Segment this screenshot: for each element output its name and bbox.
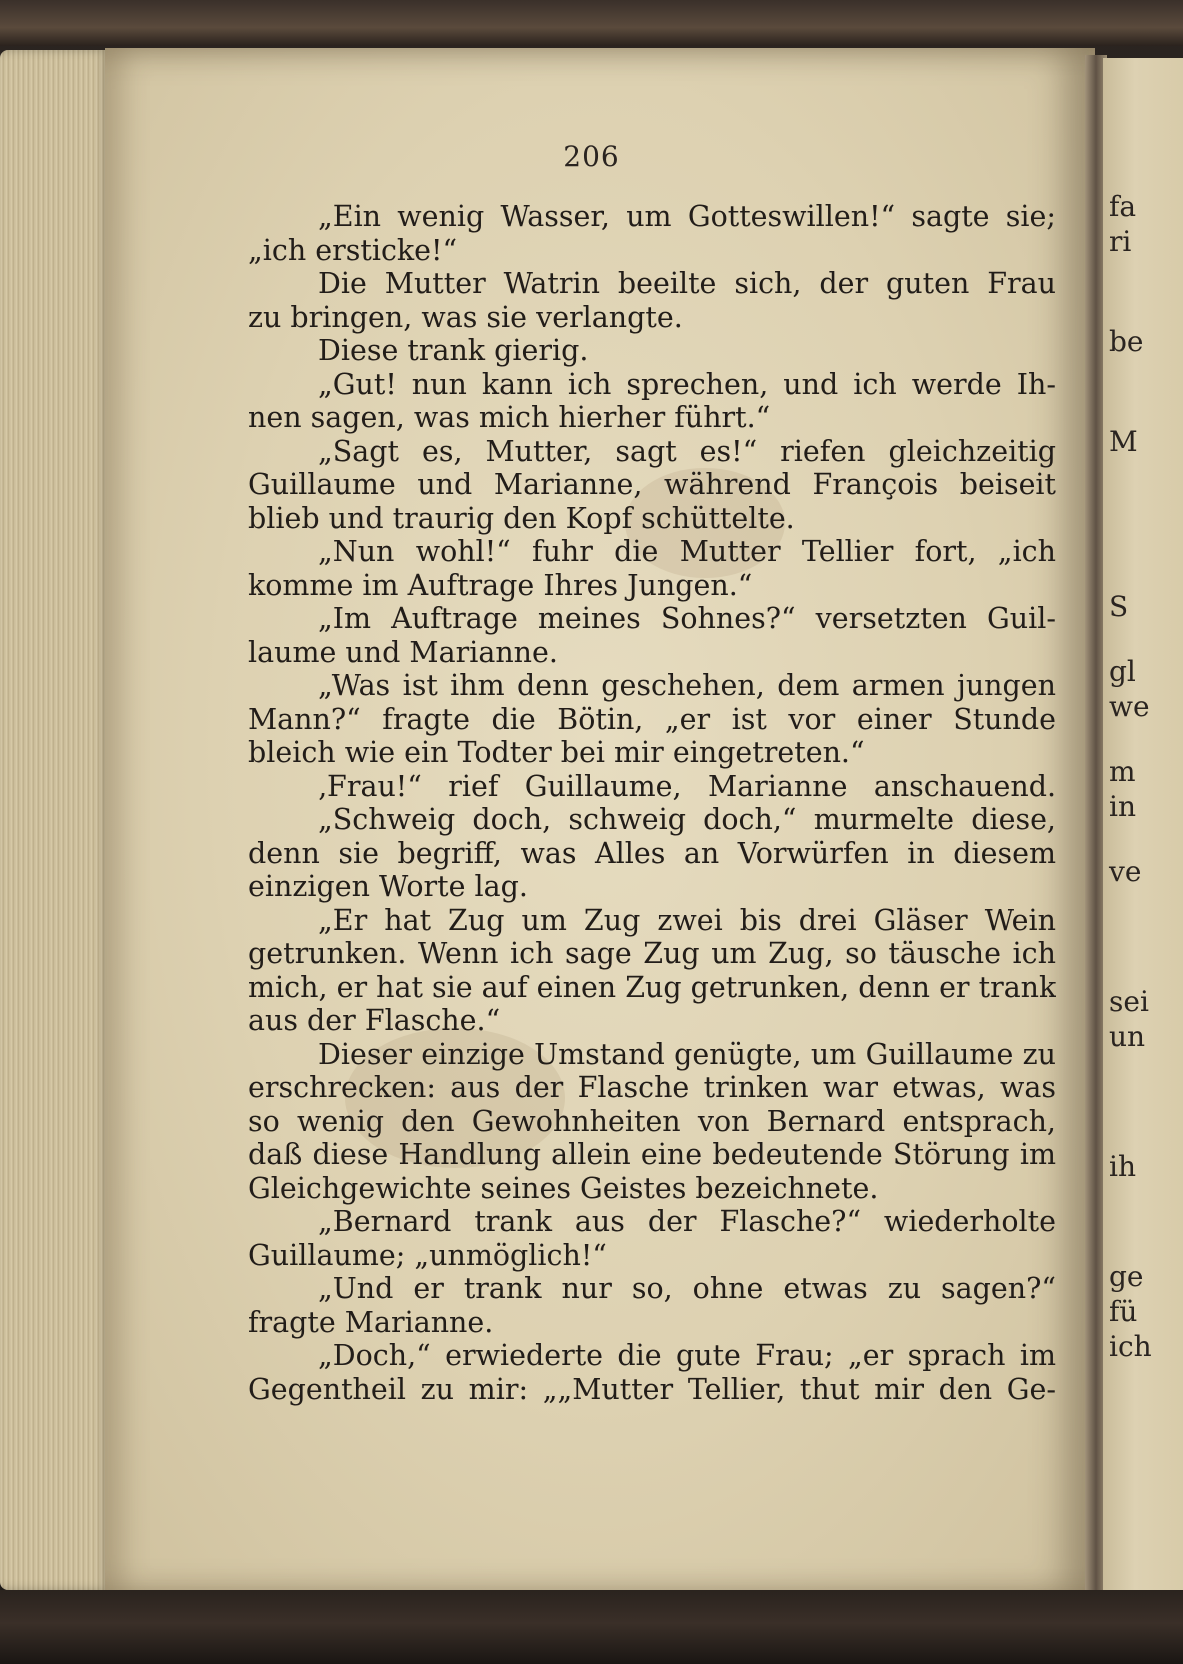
text-line: erschrecken: aus der Flasche trinken war etwas, was (248, 1071, 1056, 1104)
text-line: einzigen Worte lag. (248, 870, 528, 903)
text-line: fragte Marianne. (248, 1305, 494, 1339)
text-line: „Gut! nun kann ich sprechen, und ich werde Ih- (318, 367, 1056, 401)
facing-page-fragment: m (1109, 755, 1136, 788)
text-line: daß diese Handlung allein eine bedeutende Störung im (248, 1138, 1056, 1171)
text-line: Gegentheil zu mir: „„Mutter Tellier, thut mir den Ge- (248, 1372, 1056, 1406)
text-line: denn sie begriff, was Alles an Vorwürfen in diesem (248, 836, 1056, 870)
facing-page-edge (1103, 58, 1183, 1593)
text-line: zu bringen, was sie verlangte. (248, 300, 683, 334)
text-line: „Er hat Zug um Zug zwei bis drei Gläser Wein (318, 903, 1056, 937)
text-line: mich, er hat sie auf einen Zug getrunken, denn er trank (248, 970, 1056, 1004)
facing-page-fragment: fü (1109, 1295, 1138, 1328)
facing-page-fragment: un (1109, 1020, 1146, 1053)
text-line: blieb und traurig den Kopf schüttelte. (248, 501, 795, 535)
text-line: „Im Auftrage meines Sohnes?“ versetzten Guil- (318, 602, 1056, 635)
facing-page-fragment: gl (1109, 655, 1136, 688)
facing-page-fragment: be (1109, 325, 1144, 358)
text-line: „Sagt es, Mutter, sagt es!“ riefen gleichzeitig (318, 434, 1056, 468)
facing-page-fragment: sei (1109, 985, 1149, 1018)
facing-page-fragment: ve (1109, 855, 1142, 888)
text-line: „Nun wohl!“ fuhr die Mutter Tellier fort, „ich (318, 535, 1056, 568)
text-line: Dieser einzige Umstand genügte, um Guillaume zu (318, 1037, 1056, 1071)
text-line: „Und er trank nur so, ohne etwas zu sagen?“ (318, 1272, 1056, 1305)
text-line: „Was ist ihm denn geschehen, dem armen jungen (318, 669, 1056, 702)
text-line: Die Mutter Watrin beeilte sich, der guten Frau (318, 267, 1056, 300)
facing-page-fragment: in (1109, 790, 1136, 823)
text-line: Mann?“ fragte die Bötin, „er ist vor einer Stunde (248, 702, 1056, 736)
text-line: Diese trank gierig. (318, 334, 589, 367)
body-text (248, 200, 1056, 1406)
text-line: bleich wie ein Todter bei mir eingetreten.“ (248, 736, 865, 769)
text-line: komme im Auftrage Ihres Jungen.“ (248, 568, 753, 602)
facing-page-fragment: ge (1109, 1260, 1144, 1293)
facing-page-fragment: S (1109, 590, 1129, 623)
page-number: 206 (563, 140, 620, 173)
text-line: getrunken. Wenn ich sage Zug um Zug, so täusche ich (248, 937, 1056, 970)
text-line: ‚Frau!“ rief Guillaume, Marianne anschauend. (318, 769, 1056, 803)
text-line: laume und Marianne. (248, 635, 558, 669)
text-line: Gleichgewichte seines Geistes bezeichnete. (248, 1171, 879, 1205)
text-line: aus der Flasche.“ (248, 1004, 501, 1037)
book-cover-top (0, 0, 1183, 46)
page-edges (0, 50, 110, 1590)
facing-page-fragment: M (1109, 425, 1138, 458)
text-line: Guillaume; „unmöglich!“ (248, 1238, 607, 1272)
facing-page-fragment: ri (1109, 225, 1132, 258)
text-line: „Bernard trank aus der Flasche?“ wiederholte (318, 1205, 1056, 1238)
text-line: Guillaume und Marianne, während François beiseit (248, 468, 1056, 501)
text-line: nen sagen, was mich hierher führt.“ (248, 401, 771, 434)
facing-page-fragment: fa (1109, 190, 1137, 223)
facing-page-fragment: ih (1109, 1150, 1136, 1183)
text-line: „Doch,“ erwiederte die gute Frau; „er sprach im (318, 1339, 1056, 1372)
facing-page-fragment: we (1109, 690, 1150, 723)
text-line: so wenig den Gewohnheiten von Bernard entsprach, (248, 1104, 1056, 1138)
text-line: „Ein wenig Wasser, um Gotteswillen!“ sagte sie; (318, 200, 1056, 233)
book-cover-bottom (0, 1590, 1183, 1664)
facing-page-fragment: ich (1109, 1330, 1152, 1363)
text-line: „ich ersticke!“ (248, 233, 458, 267)
text-line: „Schweig doch, schweig doch,“ murmelte diese, (318, 803, 1056, 836)
